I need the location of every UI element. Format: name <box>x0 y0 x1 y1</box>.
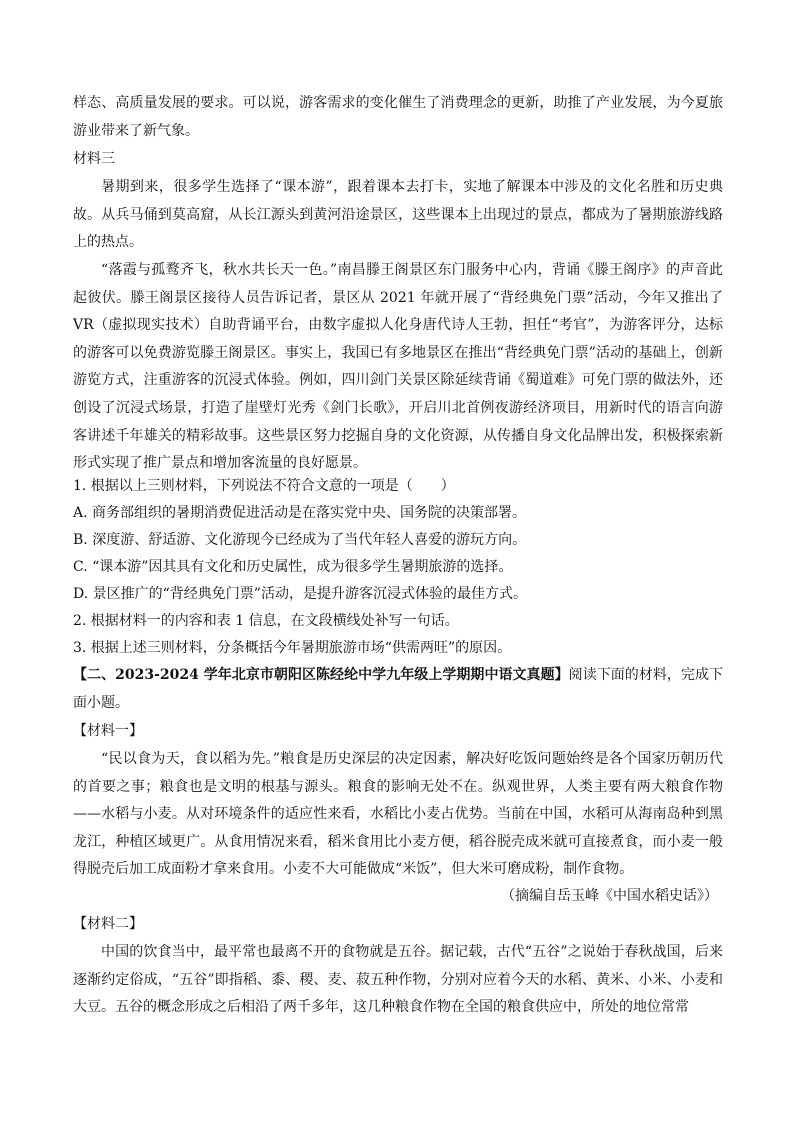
question-3: 3. 根据上述三则材料，分条概括今年暑期旅游市场“供需两旺”的原因。 <box>73 640 512 656</box>
section-two-material-one-heading: 【材料一】 <box>73 723 143 739</box>
question-2: 2. 根据材料一的内容和表 1 信息，在文段横线处补写一句话。 <box>73 613 459 629</box>
section-two-title: 【二、2023-2024 学年北京市朝阳区陈经纶中学九年级上学期期中语文真题】 <box>73 667 569 683</box>
section-two-material-one-source: （摘编自岳玉峰《中国水稻史话》） <box>501 888 718 904</box>
material-three-paragraph-2: “落霞与孤鹜齐飞，秋水共长天一色。”南昌滕王阁景区东门服务中心内，背诵《滕王阁序》的声音此起彼伏。滕王阁景区接待人员告诉记者，景区从 2021 年就开展了“背经典免门票”活动，今年又推出了 VR（虚拟现实技术）自助背诵平台，由数字虚拟人化身唐代诗人王勃，担任“考官”，为游客评分，达标的游客可以免费游览滕王阁景区。事实上，我国已有多地景区在推出“背经典免门票”活动的基础上，创新游览方式，注重游客的沉浸式体验。例如，四川剑门关景区除延续背诵《蜀道难》可免门票的做法外，还创设了沉浸式场景，打造了崖壁灯光秀《剑门长歌》，开启川北首例夜游经济项目，用新时代的语言向游客讲述千年雄关的精彩故事。这些景区努力挖掘自身的文化资源，从传播自身文化品牌出发，积极探索新形式实现了推广景点和增加客流量的良好愿景。 <box>73 262 723 472</box>
material-three-heading: 材料三 <box>73 151 115 167</box>
section-two-material-one-paragraph: “民以食为天，食以稻为先。”粮食是历史深层的决定因素，解决好吃饭问题始终是各个国家历朝历代的首要之事；粮食也是文明的根基与源头。粮食的影响无处不在。纵观世界，人类主要有两大粮食作物——水稻与小麦。从对环境条件的适应性来看，水稻比小麦占优势。当前在中国，水稻可从海南岛种到黑龙江，种植区域更广。从食用情况来看，稻米食用比小麦方便，稻谷脱壳成米就可直接煮食，而小麦一般得脱壳后加工成面粉才拿来食用。小麦不大可能做成“米饭”，但大米可磨成粉，制作食物。 <box>73 751 723 878</box>
material-three-paragraph-1: 暑期到来，很多学生选择了“课本游”，跟着课本去打卡，实地了解课本中涉及的文化名胜和历史典故。从兵马俑到莫高窟，从长江源头到黄河沿途景区，这些课本上出现过的景点，都成为了暑期旅游线路上的热点。 <box>73 179 723 251</box>
intro-paragraph: 样态、高质量发展的要求。可以说，游客需求的变化催生了消费理念的更新，助推了产业发展，为今夏旅游业带来了新气象。 <box>73 95 723 139</box>
question-1: 1. 根据以上三则材料，下列说法不符合文意的一项是（ ） <box>73 478 455 494</box>
section-two-material-two-heading: 【材料二】 <box>73 916 143 932</box>
question-1-option-a: A. 商务部组织的暑期消费促进活动是在落实党中央、国务院的决策部署。 <box>73 505 527 521</box>
question-1-option-c: C. “课本游”因其具有文化和历史属性，成为很多学生暑期旅游的选择。 <box>73 559 513 575</box>
section-two-intro <box>73 662 723 717</box>
question-1-option-d: D. 景区推广的“背经典免门票”活动，是提升游客沉浸式体验的最佳方式。 <box>73 586 527 602</box>
section-two-instruction: 阅读下面的材料，完成下面小题。 <box>73 667 723 711</box>
question-1-option-b: B. 深度游、舒适游、文化游现今已经成为了当代年轻人喜爱的游玩方向。 <box>73 532 527 548</box>
section-two-material-two-paragraph: 中国的饮食当中，最平常也最离不开的食物就是五谷。据记载，古代“五谷”之说始于春秋战国，后来逐渐约定俗成，“五谷”即指稻、黍、稷、麦、菽五种作物，分别对应着今天的水稻、黄米、小米、小麦和大豆。五谷的概念形成之后相沿了两千多年，这几种粮食作物在全国的粮食供应中，所处的地位常常 <box>73 944 723 1016</box>
